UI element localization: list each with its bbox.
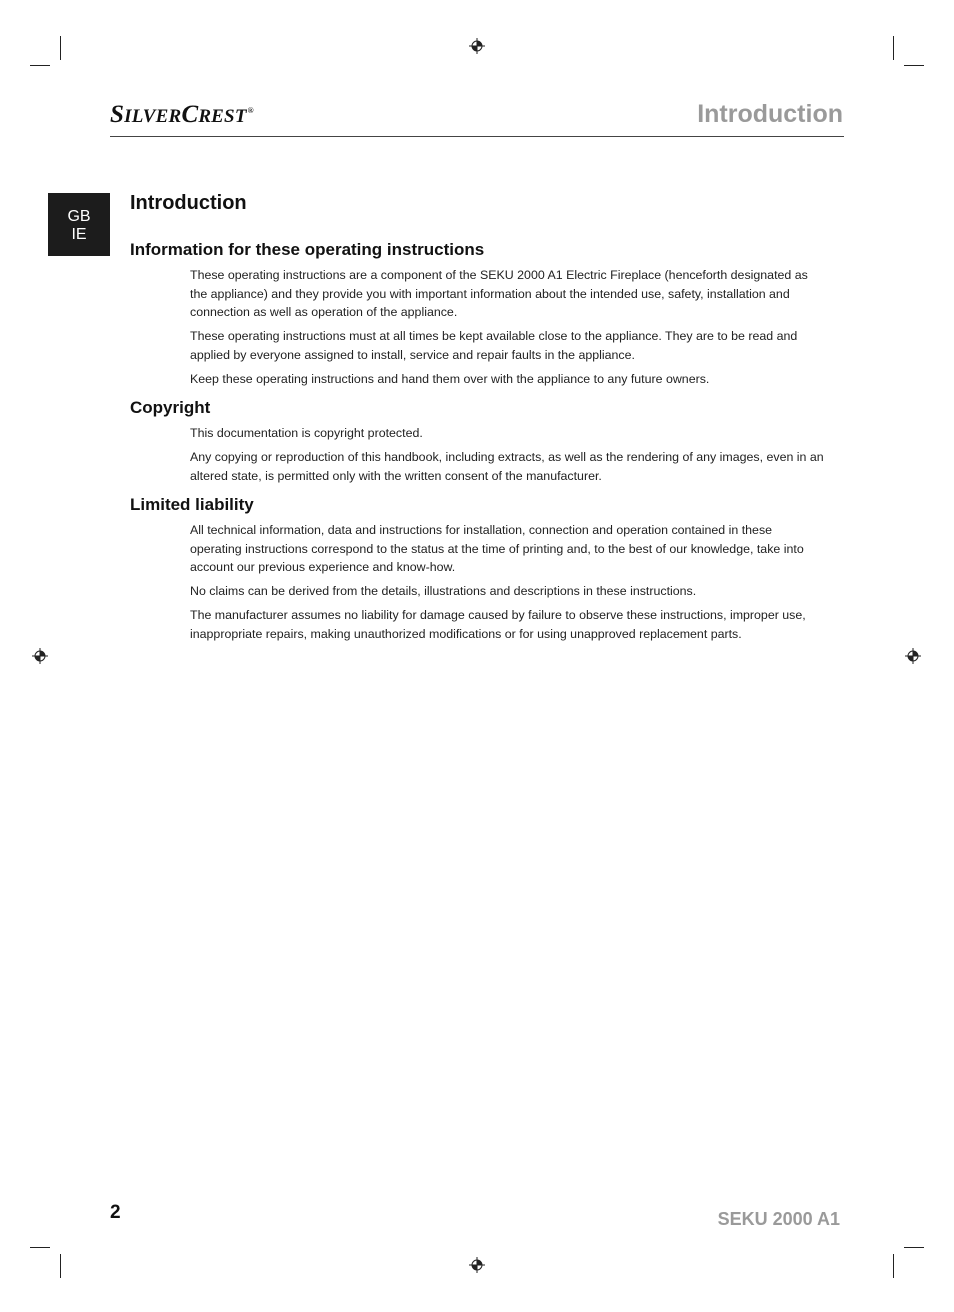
section-body [190, 266, 825, 388]
paragraph: This documentation is copyright protected. [190, 426, 423, 440]
section-heading: Limited liability [130, 495, 254, 514]
logo-text: REST [198, 106, 247, 127]
brand-logo [110, 101, 254, 131]
crop-mark [60, 36, 61, 60]
paragraph: Keep these operating instructions and hand them over with the appliance to any future owners. [190, 371, 710, 386]
paragraph: These operating instructions are a component of the SEKU 2000 A1 Electric Fireplace (henceforth designated as the appliance) and they provide you with important information about the intended use, safety, installation and connection as well as operation of the appliance. [190, 268, 808, 319]
section-body [190, 521, 825, 643]
paragraph: The manufacturer assumes no liability for damage caused by failure to observe these instructions, improper use, inappropriate repairs, making unauthorized modifications or for using unapproved replacement parts. [190, 608, 806, 641]
language-code: GB [67, 208, 91, 225]
language-code: IE [71, 226, 87, 243]
section-information [130, 239, 830, 388]
paragraph: All technical information, data and instructions for installation, connection and operation contained in these operating instructions correspond to the status at the time of printing and, to the best of our knowledge, take into account our previous experience and know-how. [190, 523, 804, 574]
logo-letter: S [110, 101, 125, 128]
crop-mark [893, 36, 894, 60]
section-heading: Copyright [130, 398, 211, 417]
section-heading: Information for these operating instructions [130, 240, 485, 259]
crop-mark [893, 1254, 894, 1278]
registration-mark-icon [32, 648, 48, 664]
logo-letter: C [181, 101, 199, 128]
crop-mark [30, 1247, 50, 1248]
language-tab [48, 193, 110, 256]
logo-text: ILVER [124, 106, 182, 127]
page-number: 2 [110, 1202, 121, 1223]
main-content [130, 190, 830, 652]
paragraph: These operating instructions must at all times be kept available close to the appliance. They are to be read and applied by everyone assigned to install, service and repair faults in the appliance. [190, 329, 798, 362]
model-name: SEKU 2000 A1 [717, 1209, 840, 1229]
header-divider [110, 136, 844, 137]
registered-mark: ® [247, 106, 254, 115]
section-copyright [130, 397, 830, 485]
header-title: Introduction [697, 100, 843, 128]
crop-mark [904, 65, 924, 66]
paragraph: Any copying or reproduction of this handbook, including extracts, as well as the rendering of any images, even in an altered state, is permitted only with the written consent of the manufacturer. [190, 450, 824, 483]
crop-mark [30, 65, 50, 66]
crop-mark [60, 1254, 61, 1278]
crop-mark [904, 1247, 924, 1248]
section-limited-liability [130, 494, 830, 643]
page-title: Introduction [130, 192, 247, 214]
registration-mark-icon [469, 1257, 485, 1273]
paragraph: No claims can be derived from the details, illustrations and descriptions in these instructions. [190, 584, 697, 598]
registration-mark-icon [469, 38, 485, 54]
section-body [190, 424, 825, 485]
registration-mark-icon [905, 648, 921, 664]
